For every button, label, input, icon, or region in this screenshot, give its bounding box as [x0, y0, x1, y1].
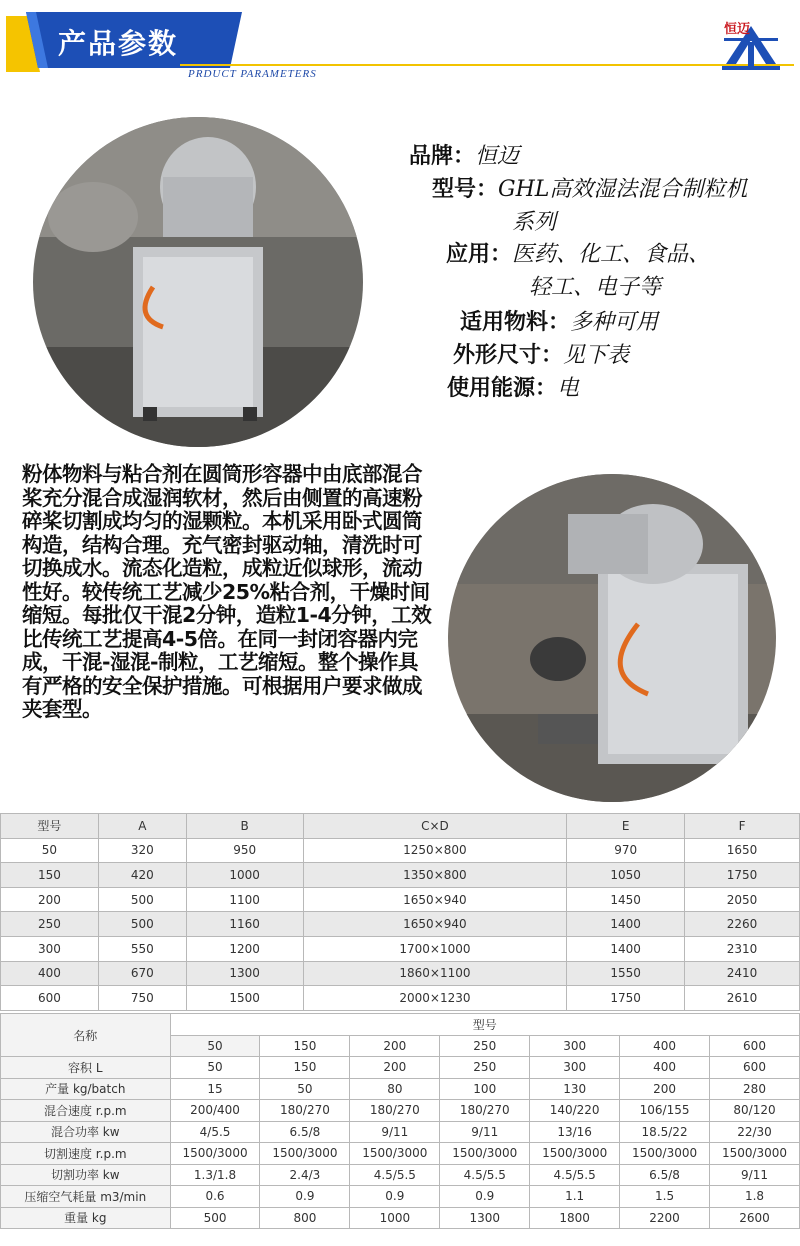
- spec-row-name: 混合速度 r.p.m: [1, 1100, 171, 1122]
- spec-model-cell: 300: [530, 1035, 620, 1057]
- table-cell: 1.5: [620, 1186, 710, 1208]
- machine-photo-side: [448, 474, 776, 802]
- logo-text: 恒迈: [724, 22, 751, 37]
- table-cell: 1300: [440, 1207, 530, 1229]
- spec-row-name: 容积 L: [1, 1057, 171, 1079]
- table-row: [1, 1057, 800, 1079]
- table-cell: 0.6: [170, 1186, 260, 1208]
- page-subtitle: PRDUCT PARAMETERS: [188, 68, 317, 80]
- table-cell: 1700×1000: [303, 936, 567, 961]
- table-cell: 1500/3000: [530, 1143, 620, 1165]
- table-cell: 950: [186, 838, 303, 863]
- table-cell: 1400: [567, 936, 685, 961]
- table-cell: 1500/3000: [350, 1143, 440, 1165]
- product-description: 粉体物料与粘合剂在圆筒形容器中由底部混合桨充分混合成湿润软材，然后由侧置的高速粉碎桨切割成均匀的湿颗粒。本机采用卧式圆筒构造，结构合理。充气密封驱动轴，清洗时可切换成水。流态化造粒，成粒近似球形，流动性好。较传统工艺减少25%粘合剂，干燥时间缩短。每批仅干混2分钟，造粒1-4分钟，工效比传统工艺提高4-5倍。在同一封闭容器内完成，干混-湿混-制粒，工艺缩短。整个操作具有严格的安全保护措施。可根据用户要求做成夹套型。: [22, 462, 432, 721]
- table-cell: 300: [1, 936, 99, 961]
- table-cell: 1860×1100: [303, 961, 567, 986]
- table-cell: 18.5/22: [620, 1121, 710, 1143]
- table-cell: 1200: [186, 936, 303, 961]
- table-cell: 600: [1, 986, 99, 1011]
- table-cell: 800: [260, 1207, 350, 1229]
- table-cell: 80/120: [710, 1100, 800, 1122]
- table-cell: 1800: [530, 1207, 620, 1229]
- dimension-header-cell: B: [186, 814, 303, 839]
- table-cell: 22/30: [710, 1121, 800, 1143]
- table-row: [1, 863, 800, 888]
- dimension-header-row: [1, 814, 800, 839]
- table-cell: 1160: [186, 912, 303, 937]
- title-underline: [180, 64, 794, 66]
- table-cell: 300: [530, 1057, 620, 1079]
- table-row: [1, 838, 800, 863]
- info-brand: 品牌：恒迈: [409, 144, 520, 169]
- dimension-header-cell: 型号: [1, 814, 99, 839]
- table-cell: 1000: [350, 1207, 440, 1229]
- info-material: 适用物料：多种可用: [460, 310, 659, 335]
- spec-row-name: 重量 kg: [1, 1207, 171, 1229]
- table-row: [1, 961, 800, 986]
- table-cell: 250: [1, 912, 99, 937]
- table-cell: 1450: [567, 887, 685, 912]
- table-row: [1, 1078, 800, 1100]
- table-cell: 1100: [186, 887, 303, 912]
- table-row: [1, 1121, 800, 1143]
- table-cell: 750: [98, 986, 186, 1011]
- spec-table: [0, 1013, 800, 1229]
- table-cell: 9/11: [710, 1164, 800, 1186]
- table-cell: 550: [98, 936, 186, 961]
- table-row: [1, 1186, 800, 1208]
- table-cell: 1350×800: [303, 863, 567, 888]
- table-cell: 13/16: [530, 1121, 620, 1143]
- info-model-cont: 系列: [512, 210, 557, 235]
- dimension-header-cell: F: [685, 814, 800, 839]
- table-cell: 0.9: [260, 1186, 350, 1208]
- table-cell: 140/220: [530, 1100, 620, 1122]
- table-cell: 1250×800: [303, 838, 567, 863]
- table-cell: 2000×1230: [303, 986, 567, 1011]
- dimension-header-cell: A: [98, 814, 186, 839]
- table-cell: 420: [98, 863, 186, 888]
- table-cell: 1500/3000: [440, 1143, 530, 1165]
- table-cell: 320: [98, 838, 186, 863]
- info-application: 应用：医药、化工、食品、: [446, 242, 711, 267]
- table-row: [1, 986, 800, 1011]
- table-cell: 4.5/5.5: [530, 1164, 620, 1186]
- table-cell: 150: [1, 863, 99, 888]
- table-cell: 2310: [685, 936, 800, 961]
- table-cell: 4.5/5.5: [350, 1164, 440, 1186]
- table-cell: 180/270: [260, 1100, 350, 1122]
- table-cell: 50: [260, 1078, 350, 1100]
- table-cell: 500: [98, 887, 186, 912]
- table-cell: 80: [350, 1078, 440, 1100]
- info-model: 型号：GHL高效湿法混合制粒机: [432, 177, 748, 202]
- info-dimensions: 外形尺寸：见下表: [453, 343, 630, 368]
- spec-model-cell: 600: [710, 1035, 800, 1057]
- table-cell: 1400: [567, 912, 685, 937]
- table-cell: 1750: [685, 863, 800, 888]
- page-title: 产品参数: [58, 27, 179, 60]
- table-cell: 200: [350, 1057, 440, 1079]
- dimension-header-cell: E: [567, 814, 685, 839]
- spec-row-name: 压缩空气耗量 m3/min: [1, 1186, 171, 1208]
- table-cell: 0.9: [350, 1186, 440, 1208]
- table-cell: 2410: [685, 961, 800, 986]
- table-cell: 1750: [567, 986, 685, 1011]
- spec-model-cell: 50: [170, 1035, 260, 1057]
- table-cell: 180/270: [440, 1100, 530, 1122]
- spec-name-header: 名称: [1, 1014, 171, 1057]
- table-cell: 4/5.5: [170, 1121, 260, 1143]
- table-cell: 1300: [186, 961, 303, 986]
- table-cell: 200/400: [170, 1100, 260, 1122]
- table-row: [1, 936, 800, 961]
- table-cell: 1050: [567, 863, 685, 888]
- table-cell: 50: [170, 1057, 260, 1079]
- info-energy: 使用能源：电: [447, 376, 580, 401]
- table-cell: 1500/3000: [710, 1143, 800, 1165]
- spec-row-name: 产量 kg/batch: [1, 1078, 171, 1100]
- table-cell: 106/155: [620, 1100, 710, 1122]
- table-cell: 180/270: [350, 1100, 440, 1122]
- table-cell: 200: [1, 887, 99, 912]
- table-cell: 1550: [567, 961, 685, 986]
- table-row: [1, 1100, 800, 1122]
- table-cell: 1500: [186, 986, 303, 1011]
- spec-model-header: 型号: [170, 1014, 799, 1036]
- table-cell: 1650×940: [303, 887, 567, 912]
- table-cell: 970: [567, 838, 685, 863]
- spec-model-cell: 400: [620, 1035, 710, 1057]
- spec-model-cell: 250: [440, 1035, 530, 1057]
- table-row: [1, 887, 800, 912]
- spec-row-name: 切割功率 kw: [1, 1164, 171, 1186]
- table-cell: 6.5/8: [260, 1121, 350, 1143]
- table-cell: 9/11: [440, 1121, 530, 1143]
- table-cell: 150: [260, 1057, 350, 1079]
- table-cell: 15: [170, 1078, 260, 1100]
- table-row: [1, 912, 800, 937]
- table-cell: 2260: [685, 912, 800, 937]
- spec-row-name: 混合功率 kw: [1, 1121, 171, 1143]
- table-cell: 0.9: [440, 1186, 530, 1208]
- table-cell: 4.5/5.5: [440, 1164, 530, 1186]
- machine-photo-front: [33, 117, 363, 447]
- table-cell: 50: [1, 838, 99, 863]
- table-cell: 2610: [685, 986, 800, 1011]
- table-cell: 1500/3000: [170, 1143, 260, 1165]
- table-row: [1, 1207, 800, 1229]
- table-cell: 2200: [620, 1207, 710, 1229]
- table-cell: 1500/3000: [620, 1143, 710, 1165]
- table-cell: 2.4/3: [260, 1164, 350, 1186]
- info-application-cont: 轻工、电子等: [529, 275, 662, 300]
- table-cell: 1650: [685, 838, 800, 863]
- table-cell: 2050: [685, 887, 800, 912]
- table-row: [1, 1164, 800, 1186]
- table-row: [1, 1143, 800, 1165]
- table-cell: 9/11: [350, 1121, 440, 1143]
- table-cell: 250: [440, 1057, 530, 1079]
- table-cell: 2600: [710, 1207, 800, 1229]
- spec-model-cell: 200: [350, 1035, 440, 1057]
- table-cell: 130: [530, 1078, 620, 1100]
- table-cell: 670: [98, 961, 186, 986]
- table-cell: 400: [620, 1057, 710, 1079]
- table-cell: 1650×940: [303, 912, 567, 937]
- table-cell: 6.5/8: [620, 1164, 710, 1186]
- table-cell: 1.8: [710, 1186, 800, 1208]
- table-cell: 1000: [186, 863, 303, 888]
- table-cell: 1.3/1.8: [170, 1164, 260, 1186]
- table-cell: 1500/3000: [260, 1143, 350, 1165]
- dimension-table: [0, 813, 800, 1011]
- spec-header-row: [1, 1014, 800, 1036]
- spec-model-cell: 150: [260, 1035, 350, 1057]
- table-cell: 400: [1, 961, 99, 986]
- dimension-header-cell: C×D: [303, 814, 567, 839]
- spec-row-name: 切割速度 r.p.m: [1, 1143, 171, 1165]
- table-cell: 1.1: [530, 1186, 620, 1208]
- table-cell: 500: [98, 912, 186, 937]
- table-cell: 500: [170, 1207, 260, 1229]
- table-cell: 100: [440, 1078, 530, 1100]
- table-cell: 280: [710, 1078, 800, 1100]
- table-cell: 600: [710, 1057, 800, 1079]
- table-cell: 200: [620, 1078, 710, 1100]
